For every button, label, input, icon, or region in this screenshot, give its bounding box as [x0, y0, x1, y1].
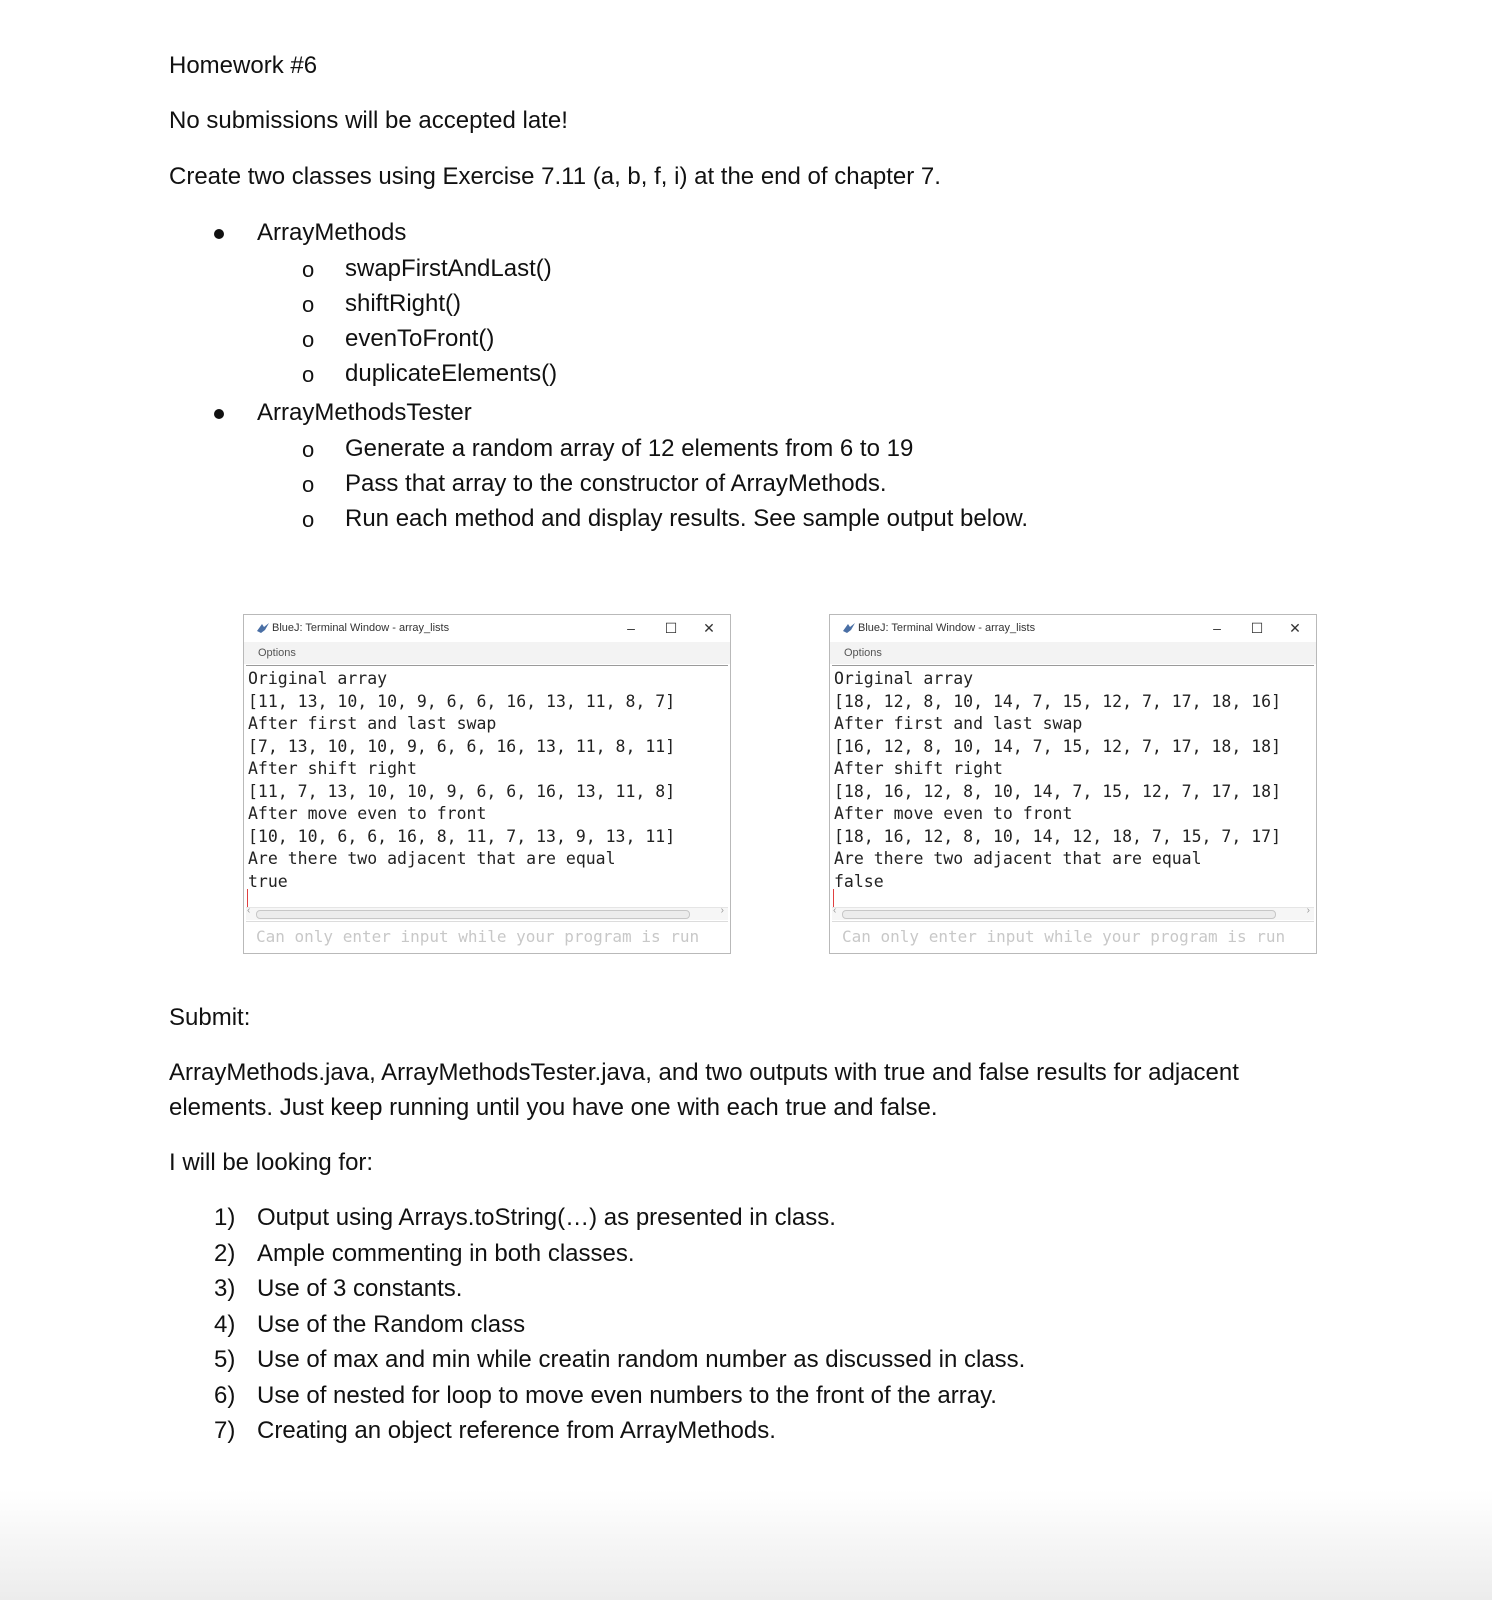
window-title: BlueJ: Terminal Window - array_lists — [858, 622, 1036, 634]
list-number: 6) — [214, 1382, 236, 1409]
minimize-button[interactable]: – — [1213, 620, 1221, 636]
horizontal-scrollbar[interactable] — [832, 907, 1314, 920]
title-bar — [830, 615, 1316, 641]
options-menu[interactable]: Options — [258, 647, 296, 659]
method-item: duplicateElements() — [345, 360, 558, 387]
page-title: Homework #6 — [169, 52, 318, 79]
terminal-output: Original array [11, 13, 10, 10, 9, 6, 6, 16, 13, 11, 8, 7] After first and last swap [7, 13, 10, 10, 9, 6, 6, 16, 13, 11, 8, 11] After shift right [11, 7, 13, 10, 10, 9, 6, 6, 16, 13, 11, 8] After move even to front [10, 10, 6, 6, 16, 8, 11, 7, 13, 9, 13, 11] Are there two adjacent that are equal true — [246, 665, 728, 898]
bluej-bird-icon — [842, 621, 856, 635]
class-name: ArrayMethods — [257, 219, 407, 246]
method-item: swapFirstAndLast() — [345, 255, 552, 282]
window-title: BlueJ: Terminal Window - array_lists — [272, 622, 450, 634]
submit-heading: Submit: — [169, 1004, 251, 1031]
looking-for-heading: I will be looking for: — [169, 1149, 374, 1176]
horizontal-scrollbar[interactable] — [246, 907, 728, 920]
circle-bullet-icon: o — [302, 257, 315, 282]
terminal-window-false — [829, 614, 1317, 954]
title-bar — [244, 615, 730, 641]
criteria-item: Use of 3 constants. — [257, 1275, 463, 1302]
scrollbar-thumb[interactable] — [842, 910, 1276, 919]
circle-bullet-icon: o — [302, 327, 315, 352]
close-button[interactable]: ✕ — [703, 620, 715, 636]
minimize-button[interactable]: – — [627, 620, 635, 636]
circle-bullet-icon: o — [302, 437, 315, 462]
late-notice: No submissions will be accepted late! — [169, 107, 568, 134]
bluej-bird-icon — [256, 621, 270, 635]
close-button[interactable]: ✕ — [1289, 620, 1301, 636]
menu-bar — [244, 642, 730, 664]
terminal-window-true — [243, 614, 731, 954]
circle-bullet-icon: o — [302, 362, 315, 387]
list-number: 7) — [214, 1417, 236, 1444]
tester-item: Pass that array to the constructor of ArrayMethods. — [345, 470, 887, 497]
maximize-button[interactable]: ☐ — [1250, 620, 1264, 636]
options-menu[interactable]: Options — [844, 647, 882, 659]
scroll-right-icon[interactable]: › — [720, 905, 724, 916]
criteria-item: Output using Arrays.toString(…) as presented in class. — [257, 1204, 836, 1231]
terminal-output: Original array [18, 12, 8, 10, 14, 7, 15, 12, 7, 17, 18, 16] After first and last swap [16, 12, 8, 10, 14, 7, 15, 12, 7, 17, 18, 18] After shift right [18, 16, 12, 8, 10, 14, 7, 15, 12, 7, 17, 18] After move even to front [18, 16, 12, 8, 10, 14, 12, 18, 7, 15, 7, 17] Are there two adjacent that are equal false — [832, 665, 1314, 898]
instruction: Create two classes using Exercise 7.11 (a, b, f, i) at the end of chapter 7. — [169, 163, 941, 190]
bullet-icon — [214, 409, 224, 419]
submit-text: ArrayMethods.java, ArrayMethodsTester.java, and two outputs with true and false results for adjacent — [169, 1059, 1239, 1086]
terminal-input[interactable]: Can only enter input while your program is run — [246, 921, 728, 952]
scroll-right-icon[interactable]: › — [1306, 905, 1310, 916]
method-item: evenToFront() — [345, 325, 495, 352]
bullet-icon — [214, 229, 224, 239]
submit-text: elements. Just keep running until you have one with each true and false. — [169, 1094, 938, 1121]
list-number: 3) — [214, 1275, 236, 1302]
class-name: ArrayMethodsTester — [257, 399, 472, 426]
tester-item: Run each method and display results. See sample output below. — [345, 505, 1029, 532]
menu-bar — [830, 642, 1316, 664]
criteria-item: Ample commenting in both classes. — [257, 1240, 635, 1267]
list-number: 4) — [214, 1311, 236, 1338]
circle-bullet-icon: o — [302, 507, 315, 532]
method-item: shiftRight() — [345, 290, 462, 317]
list-number: 1) — [214, 1204, 236, 1231]
scroll-left-icon[interactable]: ‹ — [833, 905, 837, 916]
page-bottom-shadow — [0, 1490, 1492, 1600]
criteria-item: Use of the Random class — [257, 1311, 526, 1338]
scroll-left-icon[interactable]: ‹ — [247, 905, 251, 916]
tester-item: Generate a random array of 12 elements from 6 to 19 — [345, 435, 914, 462]
criteria-item: Creating an object reference from ArrayMethods. — [257, 1417, 776, 1444]
terminal-input[interactable]: Can only enter input while your program is run — [832, 921, 1314, 952]
criteria-item: Use of nested for loop to move even numbers to the front of the array. — [257, 1382, 997, 1409]
circle-bullet-icon: o — [302, 292, 315, 317]
scrollbar-thumb[interactable] — [256, 910, 690, 919]
circle-bullet-icon: o — [302, 472, 315, 497]
criteria-item: Use of max and min while creatin random number as discussed in class. — [257, 1346, 1026, 1373]
list-number: 2) — [214, 1240, 236, 1267]
maximize-button[interactable]: ☐ — [664, 620, 678, 636]
list-number: 5) — [214, 1346, 236, 1373]
